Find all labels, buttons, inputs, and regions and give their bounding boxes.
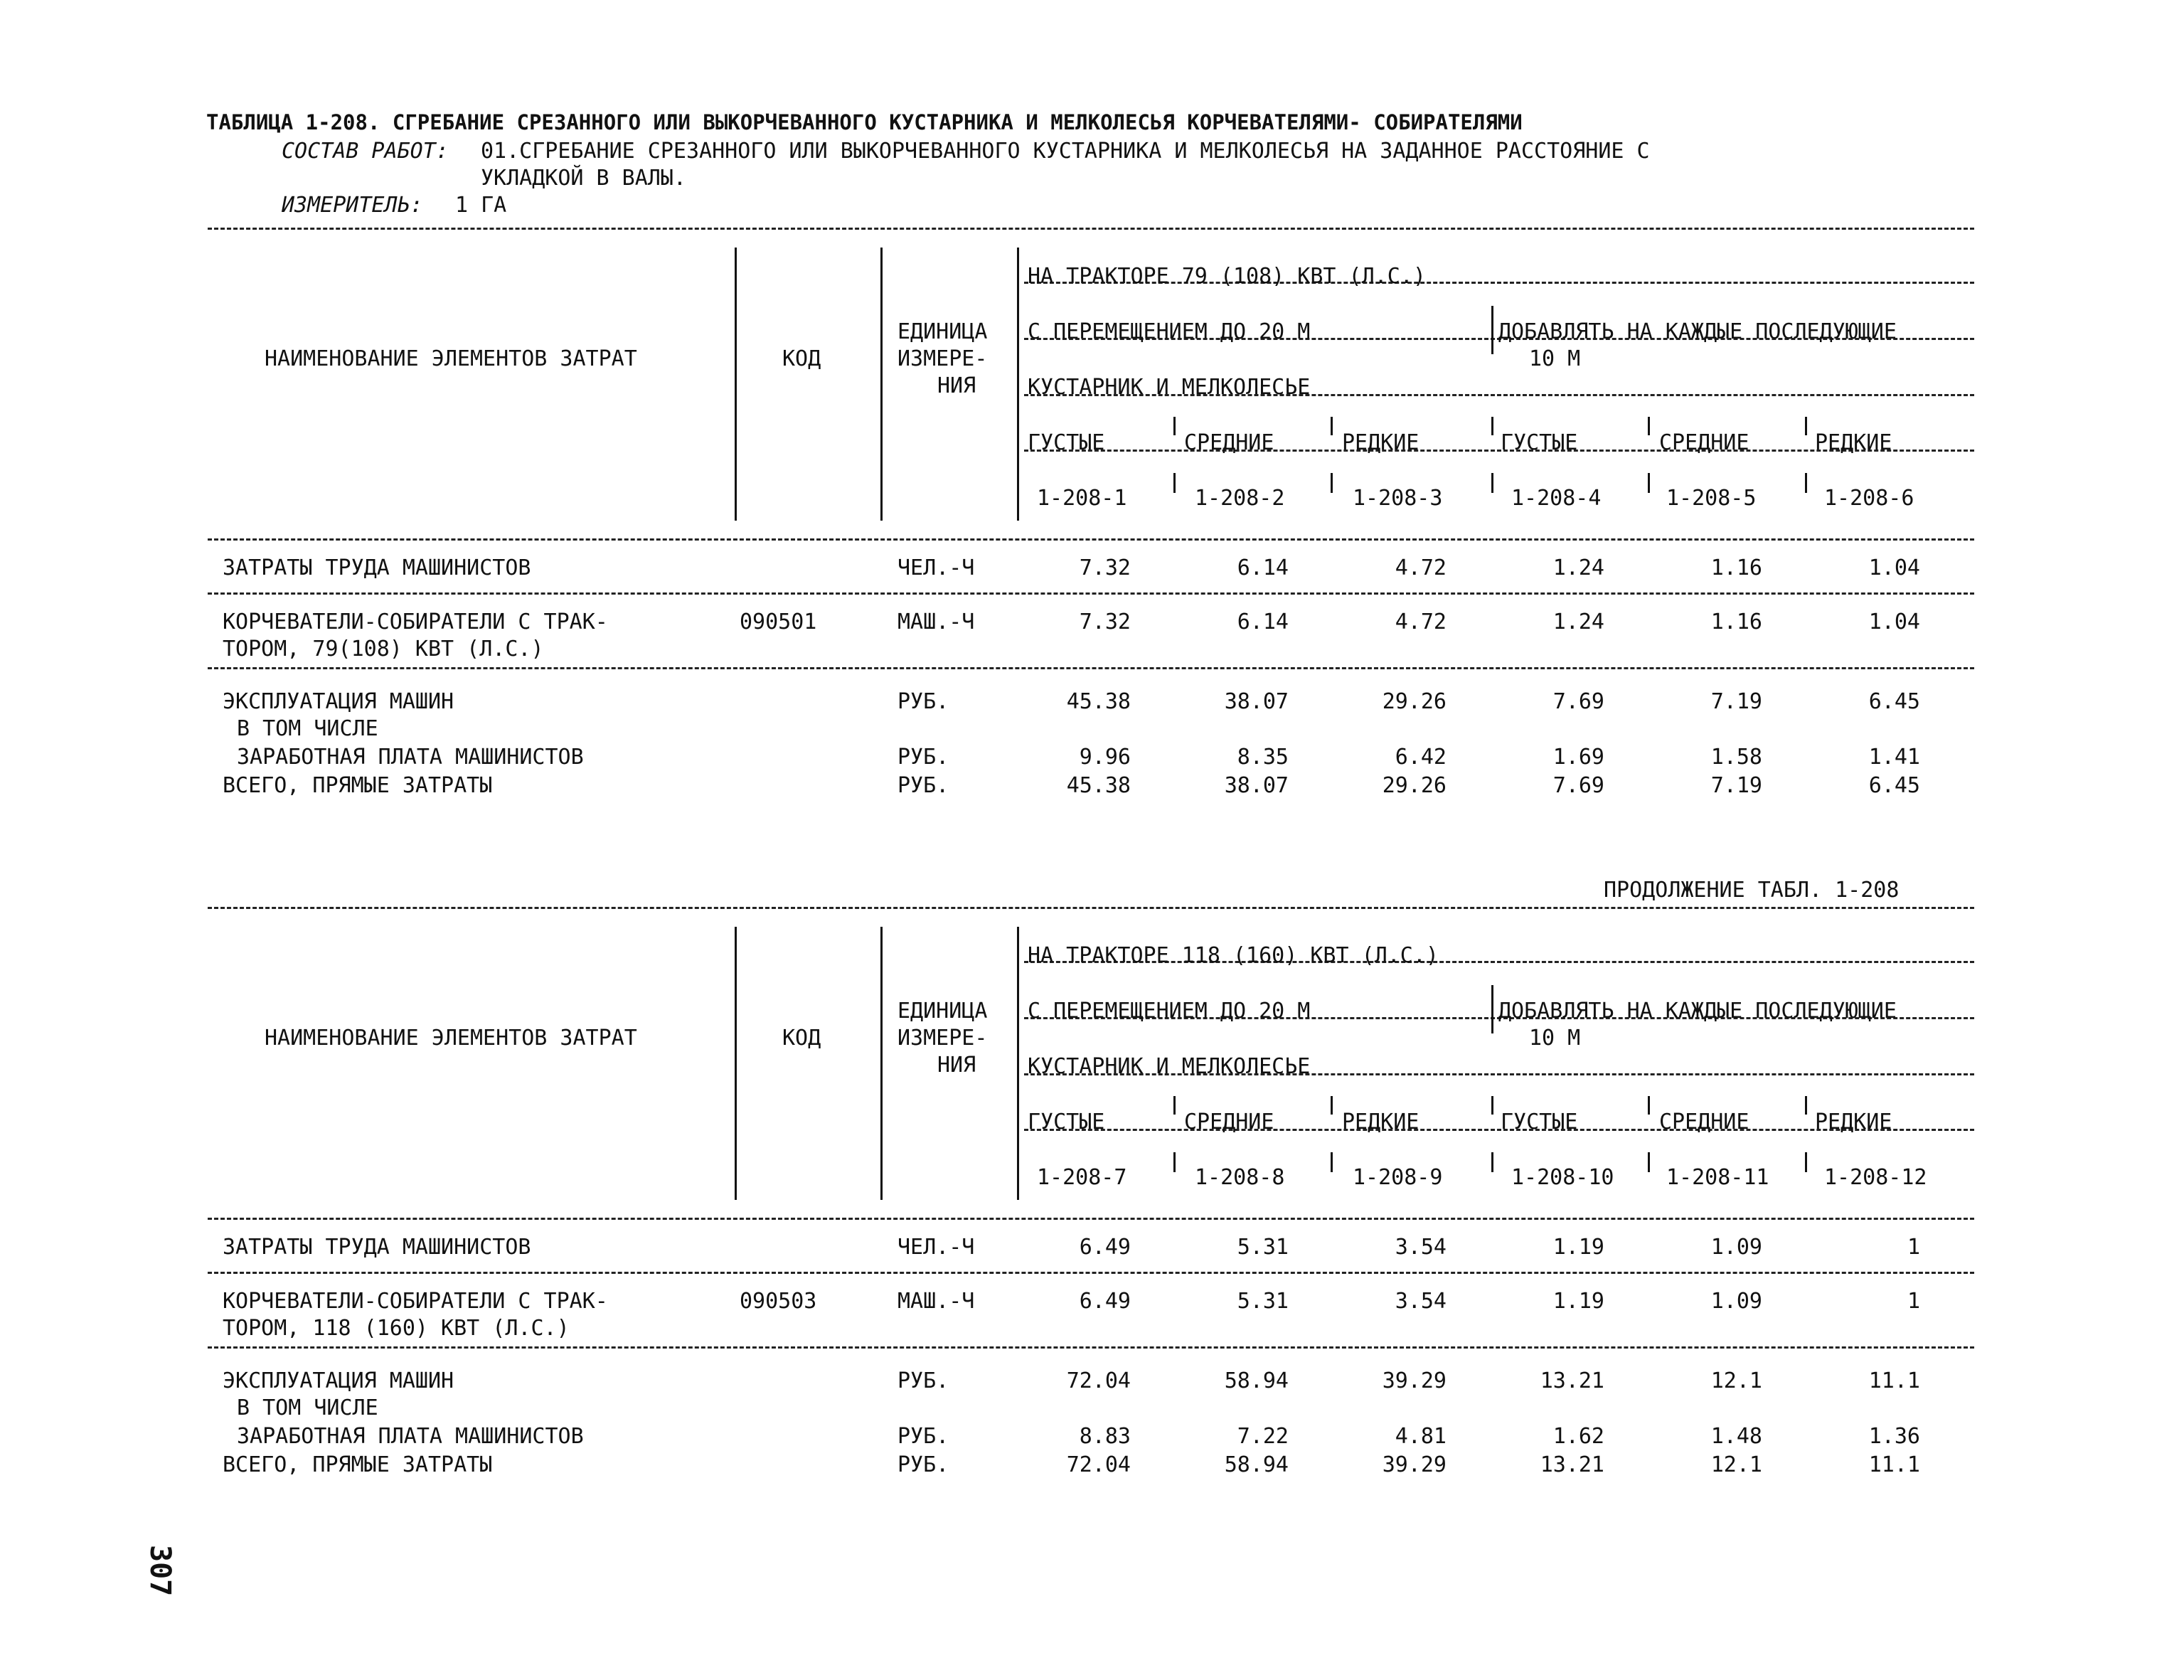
code-divider-4 — [1648, 473, 1650, 493]
machine-value-1: 7.32 — [1079, 610, 1131, 634]
code-column-header: КОД — [782, 346, 821, 371]
total-value-5: 12.1 — [1710, 1452, 1762, 1477]
shrub-header: КУСТАРНИК И МЕЛКОЛЕСЬЕ — [1028, 1054, 1311, 1079]
add-divider — [1491, 306, 1493, 354]
machine-name-line-1: КОРЧЕВАТЕЛИ-СОБИРАТЕЛИ С ТРАК- — [223, 610, 608, 634]
add-header-line-2: 10 М — [1529, 1026, 1581, 1051]
unit-column-header-3: НИЯ — [937, 373, 976, 398]
machine-name-line-2: ТОРОМ, 79(108) КВТ (Л.С.) — [223, 637, 544, 661]
labor-value-1: 6.49 — [1079, 1235, 1131, 1260]
code-divider-3 — [1491, 1152, 1493, 1172]
machine-rule — [208, 1346, 1974, 1349]
move-header: С ПЕРЕМЕЩЕНИЕМ ДО 20 М — [1028, 319, 1311, 344]
labor-value-6: 1.04 — [1868, 555, 1920, 580]
norm-code-3: 1-208-3 — [1353, 486, 1443, 511]
unit-column-divider — [880, 248, 883, 521]
exploit-value-3: 29.26 — [1382, 689, 1447, 714]
labor-name: ЗАТРАТЫ ТРУДА МАШИНИСТОВ — [223, 1235, 531, 1260]
salary-value-3: 4.81 — [1395, 1424, 1447, 1449]
shrub-header: КУСТАРНИК И МЕЛКОЛЕСЬЕ — [1028, 375, 1311, 400]
salary-value-1: 9.96 — [1079, 745, 1131, 770]
labor-rule — [208, 592, 1974, 595]
exploit-value-4: 7.69 — [1552, 689, 1604, 714]
total-value-5: 7.19 — [1710, 773, 1762, 798]
density-header-5: СРЕДНИЕ — [1659, 430, 1749, 455]
norm-code-2: 1-208-8 — [1195, 1165, 1285, 1190]
norm-code-6: 1-208-6 — [1824, 486, 1914, 511]
machine-code: 090503 — [740, 1289, 817, 1314]
continuation-note: ПРОДОЛЖЕНИЕ ТАБЛ. 1-208 — [1604, 878, 1900, 903]
salary-value-5: 1.48 — [1710, 1424, 1762, 1449]
code-divider-5 — [1805, 1152, 1807, 1172]
total-unit: РУБ. — [897, 773, 949, 798]
code-divider-2 — [1331, 473, 1333, 493]
salary-value-1: 8.83 — [1079, 1424, 1131, 1449]
code-column-divider — [735, 927, 737, 1200]
incl-label: В ТОМ ЧИСЛЕ — [237, 1395, 378, 1420]
density-divider-1 — [1173, 417, 1176, 435]
salary-value-4: 1.69 — [1552, 745, 1604, 770]
measure-unit-value: 1 ГА — [455, 193, 507, 218]
add-header-line-2: 10 М — [1529, 346, 1581, 371]
table-top-rule — [208, 228, 1974, 230]
measure-unit-label: ИЗМЕРИТЕЛЬ: — [282, 193, 423, 218]
norm-code-2: 1-208-2 — [1195, 486, 1285, 511]
code-divider-1 — [1173, 473, 1176, 493]
unit-column-header-1: ЕДИНИЦА — [897, 319, 988, 344]
exploit-unit: РУБ. — [897, 689, 949, 714]
density-divider-4 — [1648, 417, 1650, 435]
machine-value-4: 1.24 — [1552, 610, 1604, 634]
density-header-1: ГУСТЫЕ — [1028, 1110, 1105, 1134]
total-value-3: 29.26 — [1382, 773, 1447, 798]
norm-code-5: 1-208-5 — [1666, 486, 1757, 511]
total-value-1: 72.04 — [1066, 1452, 1131, 1477]
exploit-value-3: 39.29 — [1382, 1368, 1447, 1393]
unit-column-divider — [880, 927, 883, 1200]
total-value-6: 6.45 — [1868, 773, 1920, 798]
labor-unit: ЧЕЛ.-Ч — [897, 555, 975, 580]
salary-value-6: 1.41 — [1868, 745, 1920, 770]
tractor-header: НА ТРАКТОРЕ 79 (108) КВТ (Л.С.) — [1028, 264, 1426, 289]
add-header-line-1: ДОБАВЛЯТЬ НА КАЖДЫЕ ПОСЛЕДУЮЩИЕ — [1498, 999, 1897, 1024]
exploit-value-5: 7.19 — [1710, 689, 1762, 714]
salary-unit: РУБ. — [897, 745, 949, 770]
density-header-4: ГУСТЫЕ — [1501, 430, 1578, 455]
density-divider-4 — [1648, 1096, 1650, 1115]
code-divider-1 — [1173, 1152, 1176, 1172]
salary-name: ЗАРАБОТНАЯ ПЛАТА МАШИНИСТОВ — [237, 745, 584, 770]
machine-value-4: 1.19 — [1552, 1289, 1604, 1314]
tractor-header: НА ТРАКТОРЕ 118 (160) КВТ (Л.С.) — [1028, 943, 1439, 968]
total-value-3: 39.29 — [1382, 1452, 1447, 1477]
code-divider-5 — [1805, 473, 1807, 493]
labor-value-3: 4.72 — [1395, 555, 1447, 580]
code-divider-3 — [1491, 473, 1493, 493]
density-divider-3 — [1491, 1096, 1493, 1115]
density-header-2: СРЕДНИЕ — [1184, 1110, 1274, 1134]
machine-value-6: 1 — [1907, 1289, 1920, 1314]
total-value-4: 7.69 — [1552, 773, 1604, 798]
machine-value-2: 6.14 — [1237, 610, 1289, 634]
norm-code-6: 1-208-12 — [1824, 1165, 1927, 1190]
code-column-divider — [735, 248, 737, 521]
table-title: ТАБЛИЦА 1-208. СГРЕБАНИЕ СРЕЗАННОГО ИЛИ ВЫКОРЧЕВАННОГО КУСТАРНИКА И МЕЛКОЛЕСЬЯ КОРЧЕВАТЕЛЯМИ- СОБИРАТЕЛЯМИ — [206, 110, 1523, 134]
labor-value-2: 5.31 — [1237, 1235, 1289, 1260]
work-composition-line-1: 01.СГРЕБАНИЕ СРЕЗАННОГО ИЛИ ВЫКОРЧЕВАННОГО КУСТАРНИКА И МЕЛКОЛЕСЬЯ НА ЗАДАННОЕ РАССТОЯНИЕ С — [481, 139, 1650, 164]
salary-value-3: 6.42 — [1395, 745, 1447, 770]
total-unit: РУБ. — [897, 1452, 949, 1477]
exploit-value-6: 11.1 — [1868, 1368, 1920, 1393]
total-value-4: 13.21 — [1540, 1452, 1604, 1477]
unit-column-header-1: ЕДИНИЦА — [897, 999, 988, 1024]
work-composition-label: СОСТАВ РАБОТ: — [282, 139, 449, 164]
unit-column-header-2: ИЗМЕРЕ- — [897, 1026, 988, 1051]
machine-value-5: 1.16 — [1710, 610, 1762, 634]
norm-code-1: 1-208-7 — [1037, 1165, 1127, 1190]
labor-name: ЗАТРАТЫ ТРУДА МАШИНИСТОВ — [223, 555, 531, 580]
machine-value-6: 1.04 — [1868, 610, 1920, 634]
exploit-name: ЭКСПЛУАТАЦИЯ МАШИН — [223, 1368, 454, 1393]
incl-label: В ТОМ ЧИСЛЕ — [237, 716, 378, 741]
values-column-divider — [1017, 248, 1019, 521]
labor-value-4: 1.19 — [1552, 1235, 1604, 1260]
density-header-1: ГУСТЫЕ — [1028, 430, 1105, 455]
exploit-unit: РУБ. — [897, 1368, 949, 1393]
total-value-6: 11.1 — [1868, 1452, 1920, 1477]
add-header-line-1: ДОБАВЛЯТЬ НА КАЖДЫЕ ПОСЛЕДУЮЩИЕ — [1498, 319, 1897, 344]
page-number: 307 — [144, 1545, 176, 1597]
labor-value-5: 1.16 — [1710, 555, 1762, 580]
unit-column-header-3: НИЯ — [937, 1053, 976, 1078]
salary-value-2: 7.22 — [1237, 1424, 1289, 1449]
salary-value-6: 1.36 — [1868, 1424, 1920, 1449]
density-header-3: РЕДКИЕ — [1342, 1110, 1419, 1134]
density-divider-5 — [1805, 1096, 1807, 1115]
machine-name-line-1: КОРЧЕВАТЕЛИ-СОБИРАТЕЛИ С ТРАК- — [223, 1289, 608, 1314]
total-value-1: 45.38 — [1066, 773, 1131, 798]
exploit-value-4: 13.21 — [1540, 1368, 1604, 1393]
code-column-header: КОД — [782, 1026, 821, 1051]
exploit-value-1: 45.38 — [1066, 689, 1131, 714]
density-divider-2 — [1331, 1096, 1333, 1115]
labor-value-2: 6.14 — [1237, 555, 1289, 580]
code-divider-2 — [1331, 1152, 1333, 1172]
salary-value-2: 8.35 — [1237, 745, 1289, 770]
total-name: ВСЕГО, ПРЯМЫЕ ЗАТРАТЫ — [223, 1452, 493, 1477]
total-value-2: 58.94 — [1224, 1452, 1289, 1477]
machine-unit: МАШ.-Ч — [897, 610, 975, 634]
header-bottom-rule — [208, 538, 1974, 541]
machine-value-3: 4.72 — [1395, 610, 1447, 634]
salary-unit: РУБ. — [897, 1424, 949, 1449]
code-divider-4 — [1648, 1152, 1650, 1172]
machine-value-1: 6.49 — [1079, 1289, 1131, 1314]
norm-code-4: 1-208-4 — [1511, 486, 1602, 511]
exploit-value-6: 6.45 — [1868, 689, 1920, 714]
machine-rule — [208, 667, 1974, 669]
exploit-value-2: 58.94 — [1224, 1368, 1289, 1393]
work-composition-line-2: УКЛАДКОЙ В ВАЛЫ. — [481, 166, 686, 191]
total-name: ВСЕГО, ПРЯМЫЕ ЗАТРАТЫ — [223, 773, 493, 798]
exploit-value-1: 72.04 — [1066, 1368, 1131, 1393]
norm-code-1: 1-208-1 — [1037, 486, 1127, 511]
density-divider-3 — [1491, 417, 1493, 435]
labor-value-5: 1.09 — [1710, 1235, 1762, 1260]
machine-value-5: 1.09 — [1710, 1289, 1762, 1314]
norm-code-3: 1-208-9 — [1353, 1165, 1443, 1190]
exploit-name: ЭКСПЛУАТАЦИЯ МАШИН — [223, 689, 454, 714]
table-top-rule — [208, 907, 1974, 909]
labor-value-1: 7.32 — [1079, 555, 1131, 580]
labor-rule — [208, 1272, 1974, 1274]
add-divider — [1491, 985, 1493, 1033]
labor-value-6: 1 — [1907, 1235, 1920, 1260]
density-divider-5 — [1805, 417, 1807, 435]
density-header-3: РЕДКИЕ — [1342, 430, 1419, 455]
labor-unit: ЧЕЛ.-Ч — [897, 1235, 975, 1260]
machine-name-line-2: ТОРОМ, 118 (160) КВТ (Л.С.) — [223, 1316, 570, 1341]
density-header-5: СРЕДНИЕ — [1659, 1110, 1749, 1134]
norm-code-5: 1-208-11 — [1666, 1165, 1769, 1190]
machine-value-3: 3.54 — [1395, 1289, 1447, 1314]
density-header-2: СРЕДНИЕ — [1184, 430, 1274, 455]
density-divider-2 — [1331, 417, 1333, 435]
salary-value-5: 1.58 — [1710, 745, 1762, 770]
labor-value-3: 3.54 — [1395, 1235, 1447, 1260]
salary-name: ЗАРАБОТНАЯ ПЛАТА МАШИНИСТОВ — [237, 1424, 584, 1449]
machine-code: 090501 — [740, 610, 817, 634]
name-column-header: НАИМЕНОВАНИЕ ЭЛЕМЕНТОВ ЗАТРАТ — [265, 1026, 637, 1051]
move-header: С ПЕРЕМЕЩЕНИЕМ ДО 20 М — [1028, 999, 1311, 1024]
machine-unit: МАШ.-Ч — [897, 1289, 975, 1314]
header-bottom-rule — [208, 1218, 1974, 1220]
exploit-value-5: 12.1 — [1710, 1368, 1762, 1393]
density-header-6: РЕДКИЕ — [1815, 1110, 1892, 1134]
total-value-2: 38.07 — [1224, 773, 1289, 798]
unit-column-header-2: ИЗМЕРЕ- — [897, 346, 988, 371]
values-column-divider — [1017, 927, 1019, 1200]
salary-value-4: 1.62 — [1552, 1424, 1604, 1449]
labor-value-4: 1.24 — [1552, 555, 1604, 580]
density-divider-1 — [1173, 1096, 1176, 1115]
machine-value-2: 5.31 — [1237, 1289, 1289, 1314]
name-column-header: НАИМЕНОВАНИЕ ЭЛЕМЕНТОВ ЗАТРАТ — [265, 346, 637, 371]
norm-code-4: 1-208-10 — [1511, 1165, 1614, 1190]
exploit-value-2: 38.07 — [1224, 689, 1289, 714]
density-header-4: ГУСТЫЕ — [1501, 1110, 1578, 1134]
density-header-6: РЕДКИЕ — [1815, 430, 1892, 455]
